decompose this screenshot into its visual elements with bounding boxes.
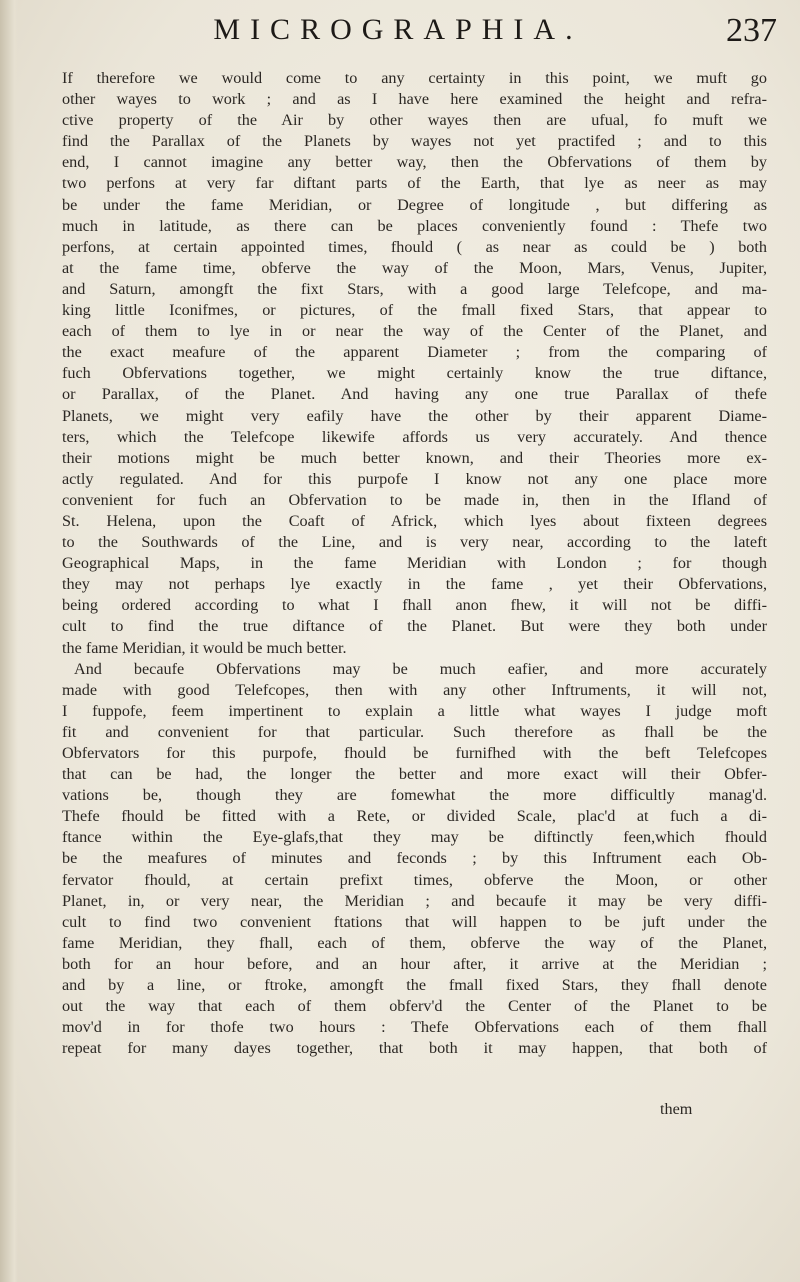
- text-line: Obfervators for this purpofe, fhould be furnifhed with the beft Telefcopes: [62, 744, 767, 762]
- catchword: them: [660, 1100, 693, 1118]
- text-line: to the Southwards of the Line, and is very near, according to the lateft: [62, 533, 767, 552]
- text-line: repeat for many dayes together, that both it may happen, that both of: [62, 1039, 767, 1058]
- text-line: made with good Telefcopes, then with any other Inftruments, it will not,: [62, 680, 767, 699]
- text-line: both for an hour before, and an hour after, it arrive at the Meridian ;: [62, 954, 767, 973]
- text-line: convenient for fuch an Obfervation to be made in, then in the Ifland of: [62, 490, 767, 509]
- text-line: Planet, in, or very near, the Meridian ; and becaufe it may be very diffi-: [62, 891, 767, 910]
- body-text: [62, 68, 767, 1059]
- text-line: Geographical Maps, in the fame Meridian with London ; for though: [62, 554, 767, 573]
- text-line: St. Helena, upon the Coaft of Africk, which lyes about fixteen degrees: [62, 511, 767, 530]
- page-number: 237: [726, 12, 777, 49]
- text-line: fervator fhould, at certain prefixt times, obferve the Moon, or other: [62, 870, 767, 889]
- text-line: actly regulated. And for this purpofe I know not any one place more: [62, 469, 767, 488]
- text-line: that can be had, the longer the better and more exact will their Obfer-: [62, 765, 767, 784]
- text-line: cult to find the true diftance of the Planet. But were they both under: [62, 617, 767, 636]
- text-line: or Parallax, of the Planet. And having any one true Parallax of thefe: [62, 385, 767, 404]
- text-line: end, I cannot imagine any better way, then the Obfervations of them by: [62, 153, 767, 172]
- running-title: MICROGRAPHIA.: [213, 13, 583, 46]
- text-line: each of them to lye in or near the way of the Center of the Planet, and: [62, 322, 767, 341]
- text-line: their motions might be much better known, and their Theories more ex-: [62, 448, 767, 467]
- text-line: I fuppofe, feem impertinent to explain a little what wayes I judge moft: [62, 701, 767, 720]
- text-line: the fame Meridian, it would be much better.: [62, 638, 347, 657]
- text-line: and Saturn, amongft the fixt Stars, with a good large Telefcope, and ma-: [62, 279, 767, 298]
- text-line: be under the fame Meridian, or Degree of longitude , but differing as: [62, 195, 767, 214]
- text-line: vations be, though they are fomewhat the more difficultly manag'd.: [62, 786, 767, 805]
- text-line: ftance within the Eye-glafs,that they may be diftinctly feen,which fhould: [62, 828, 767, 847]
- text-line: ters, which the Telefcope likewife affords us very accurately. And thence: [62, 427, 767, 446]
- text-line: If therefore we would come to any certainty in this point, we muft go: [62, 69, 767, 87]
- text-line: and by a line, or ftroke, amongft the fmall fixed Stars, they fhall denote: [62, 976, 767, 995]
- text-line: king little Iconifmes, or pictures, of the fmall fixed Stars, that appear to: [62, 301, 767, 320]
- text-line: And becaufe Obfervations may be much eafier, and more accurately: [74, 659, 767, 678]
- text-line: much in latitude, as there can be places conveniently found : Thefe two: [62, 216, 767, 235]
- text-line: being ordered according to what I fhall anon fhew, it will not be diffi-: [62, 596, 767, 615]
- text-line: fit and convenient for that particular. Such therefore as fhall be the: [62, 722, 767, 741]
- text-line: fame Meridian, they fhall, each of them, obferve the way of the Planet,: [62, 933, 767, 952]
- text-line: ctive property of the Air by other wayes then are ufual, fo muft we: [62, 111, 767, 130]
- text-line: two perfons at very far diftant parts of the Earth, that lye as neer as may: [62, 174, 767, 193]
- text-line: fuch Obfervations together, we might certainly know the true diftance,: [62, 364, 767, 383]
- text-line: cult to find two convenient ftations that will happen to be juft under the: [62, 912, 767, 931]
- text-line: perfons, at certain appointed times, fhould ( as near as could be ) both: [62, 237, 767, 256]
- text-line: be the meafures of minutes and feconds ; by this Inftrument each Ob-: [62, 849, 767, 868]
- text-line: the exact meafure of the apparent Diameter ; from the comparing of: [62, 343, 767, 362]
- page-gutter-shadow: [0, 0, 18, 1282]
- text-line: mov'd in for thofe two hours : Thefe Obfervations each of them fhall: [62, 1018, 767, 1037]
- text-line: Thefe fhould be fitted with a Rete, or divided Scale, plac'd at fuch a di-: [62, 807, 767, 826]
- text-line: Planets, we might very eafily have the other by their apparent Diame-: [62, 406, 767, 425]
- text-line: other wayes to work ; and as I have here examined the height and refra-: [62, 90, 767, 109]
- text-line: find the Parallax of the Planets by wayes not yet practifed ; and to this: [62, 132, 767, 151]
- text-line: they may not perhaps lye exactly in the fame , yet their Obfervations,: [62, 575, 767, 594]
- text-line: at the fame time, obferve the way of the Moon, Mars, Venus, Jupiter,: [62, 258, 767, 277]
- text-line: out the way that each of them obferv'd the Center of the Planet to be: [62, 997, 767, 1016]
